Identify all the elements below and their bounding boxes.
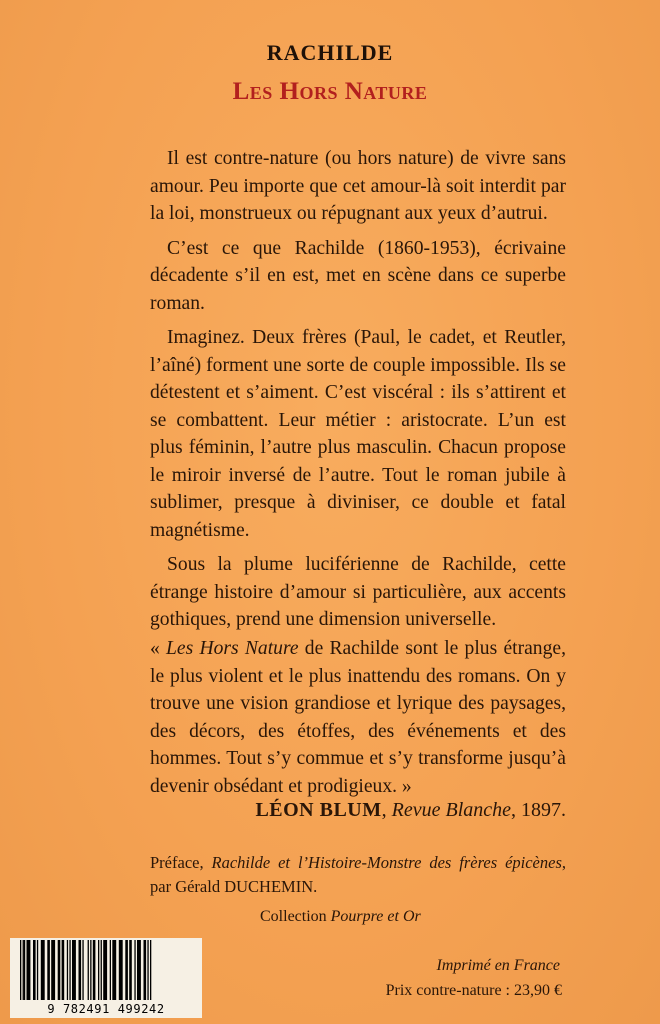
barcode-bar: [51, 940, 55, 1000]
blurb-paragraph: Sous la plume luciférienne de Rachilde, cette étrange histoire d’amour si particulière, aux accents gothiques, prend une dimension universelle.: [150, 554, 566, 630]
barcode-bar: [88, 940, 89, 1000]
quote-book-title: Les Hors Nature: [166, 638, 299, 659]
barcode-bar: [137, 940, 141, 1000]
blurb-paragraph: Imaginez. Deux frères (Paul, le cadet, et Reutler, l’aîné) forment une sorte de couple impossible. Ils se détestent et s’aiment. C’est viscéral : ils s’attirent et se combattent. Leur métier : aristocrate. L’un est plus féminin, l’autre plus masculin. Chacun propose le miroir inversé de l’autre. Tout le roman jubile à sublimer, presque à diviniser, ce double et fatal magnétisme.: [150, 327, 566, 541]
barcode-bar: [20, 940, 21, 1000]
barcode-bar: [58, 940, 61, 1000]
collection-name: Pourpre et Or: [330, 908, 421, 925]
quote-year: , 1897.: [511, 799, 566, 821]
barcode-bar: [82, 940, 83, 1000]
quote-open: «: [150, 638, 167, 659]
author-name: RACHILDE: [266, 40, 394, 65]
barcode-bar: [93, 940, 96, 1000]
quote-source: Revue Blanche: [391, 799, 511, 821]
barcode-bar: [90, 940, 91, 1000]
book-title: Les Hors Nature: [232, 78, 428, 105]
collection-line: [150, 908, 566, 926]
blurb-paragraph: C’est ce que Rachilde (1860-1953), écrivaine décadente s’il en est, met en scène dans ce superbe roman.: [150, 237, 566, 314]
barcode-bar: [72, 940, 76, 1000]
preface-title: Rachilde et l’Histoire-Monstre des frères épicènes: [211, 853, 562, 872]
barcode-bar: [129, 940, 132, 1000]
quote-attribution: [150, 799, 566, 822]
barcode-bars: [14, 940, 198, 1002]
barcode-bar: [27, 940, 31, 1000]
barcode-bar: [112, 940, 116, 1000]
barcode-bar: [134, 940, 135, 1000]
barcode-bar: [101, 940, 102, 1000]
barcode-bar: [79, 940, 82, 1000]
review-quote: [150, 635, 566, 800]
preface-author: , par Gérald DUCHEMIN.: [150, 853, 566, 896]
barcode-bar: [23, 940, 24, 1000]
barcode-bar: [144, 940, 147, 1000]
blurb: [150, 145, 566, 641]
barcode-bar: [41, 940, 45, 1000]
barcode-bar: [150, 940, 151, 1000]
attribution-separator: ,: [381, 799, 392, 821]
price: Prix contre-nature : 23,90 €: [385, 982, 562, 999]
quote-text: de Rachilde sont le plus étrange, le plus violent et le plus inattendu des romans. On y trouve une vision grandiose et lyrique des paysages, des décors, des étoffes, des événements et des hommes. Tout s’y commue et s’y transforme jusqu’à devenir obsédant et prodigieux. »: [150, 638, 566, 797]
barcode-bar: [98, 940, 99, 1000]
barcode-bar: [147, 940, 148, 1000]
barcode-bar: [110, 940, 111, 1000]
barcode-bar: [119, 940, 123, 1000]
barcode-bar: [47, 940, 50, 1000]
collection-label: Collection: [260, 908, 331, 925]
barcode-bar: [103, 940, 107, 1000]
barcode-bar: [24, 940, 25, 1000]
barcode-bar: [69, 940, 70, 1000]
preface-label: Préface,: [150, 853, 212, 872]
isbn-number: 9 782491 499242: [47, 1002, 165, 1016]
preface-credit: [150, 851, 566, 899]
barcode-bar: [33, 940, 36, 1000]
blurb-paragraph: Il est contre-nature (ou hors nature) de vivre sans amour. Peu importe que cet amour-là soit interdit par la loi, monstrueux ou répugnant aux yeux d’autrui.: [150, 148, 566, 224]
printed-in: Imprimé en France: [436, 957, 560, 974]
barcode-bar: [67, 940, 68, 1000]
barcode-bar: [62, 940, 65, 1000]
barcode-bar: [37, 940, 38, 1000]
quote-author: LÉON BLUM: [255, 799, 382, 821]
barcode-bar: [125, 940, 128, 1000]
